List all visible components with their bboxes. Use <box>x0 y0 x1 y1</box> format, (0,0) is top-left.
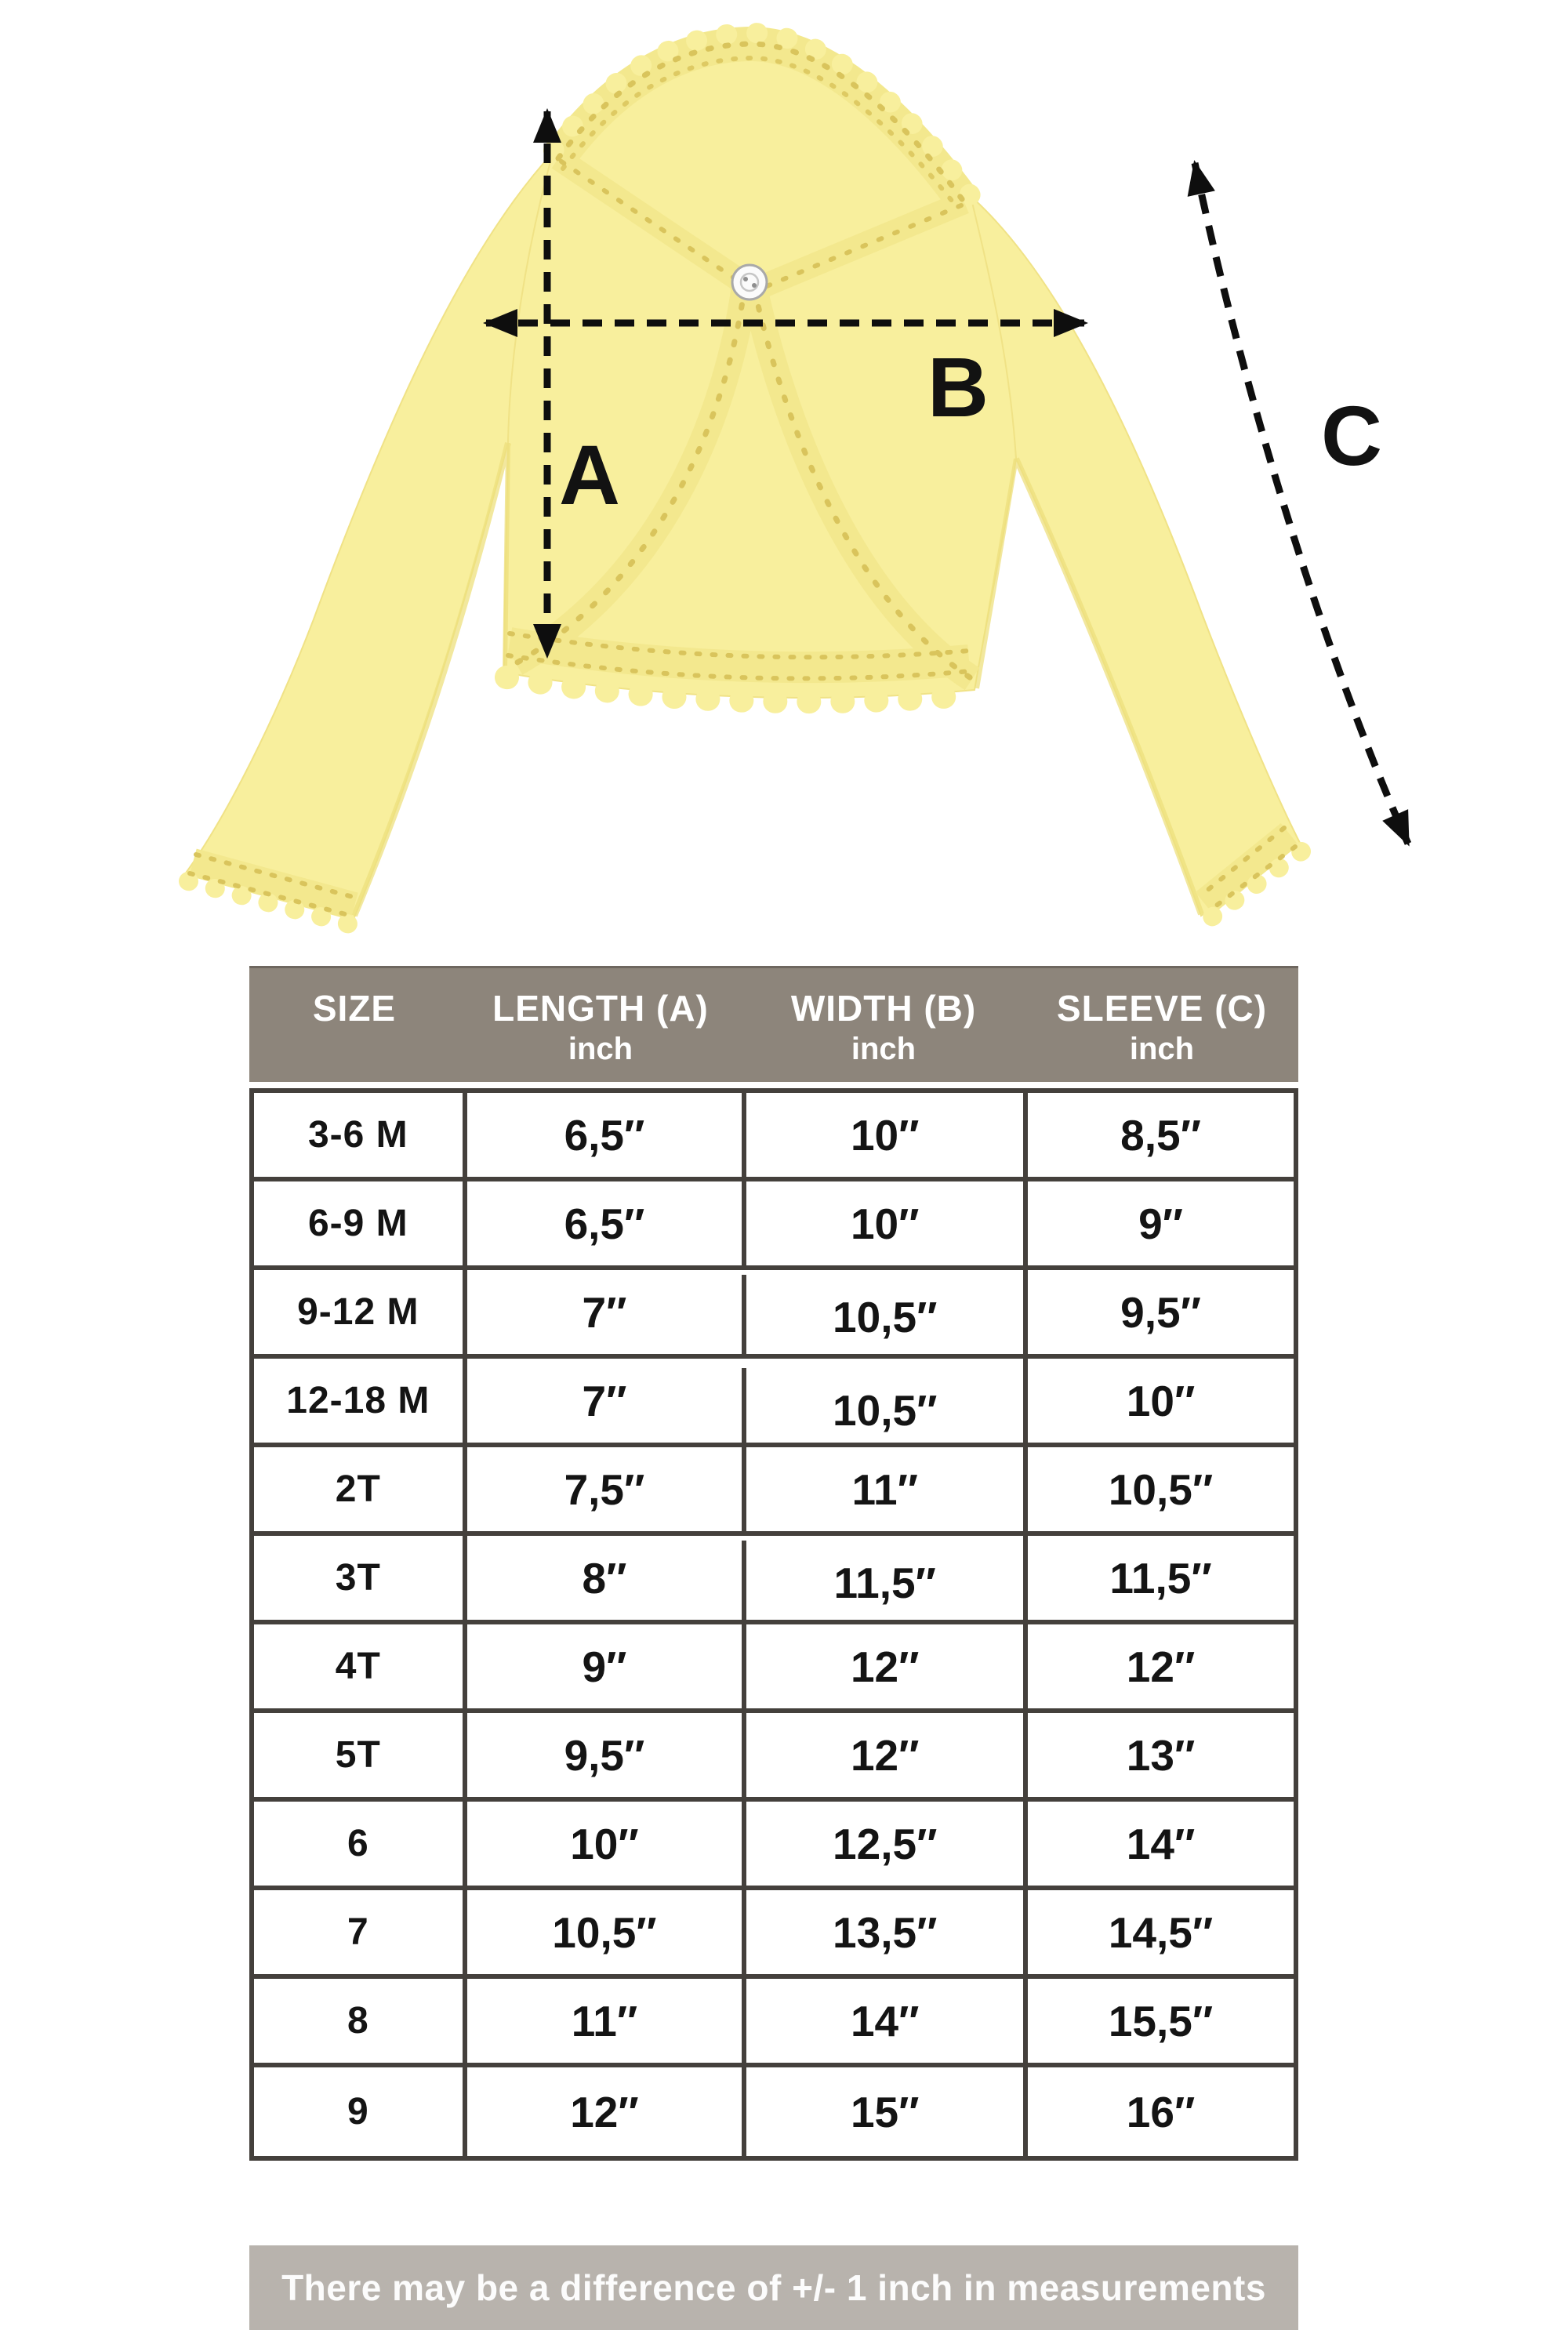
width-cell: 14″ <box>742 1979 1023 2063</box>
table-row <box>254 1624 1294 1713</box>
width-cell: 10,5″ <box>742 1368 1023 1452</box>
sleeve-cell: 11,5″ <box>1023 1536 1294 1620</box>
sleeve-cell: 12″ <box>1023 1624 1294 1708</box>
table-row <box>254 1181 1294 1270</box>
length-cell: 7,5″ <box>463 1447 742 1531</box>
width-cell: 12,5″ <box>742 1802 1023 1886</box>
button-icon <box>732 265 767 299</box>
size-cell: 9-12 M <box>297 1291 419 1333</box>
header-unit: inch <box>568 1031 633 1066</box>
size-cell: 9 <box>347 2091 369 2132</box>
width-cell: 10,5″ <box>742 1275 1023 1359</box>
header-cell-width <box>742 968 1025 1082</box>
table-row <box>254 1802 1294 1890</box>
sleeve-cell: 14″ <box>1023 1802 1294 1886</box>
measure-label-a: A <box>559 427 620 522</box>
header-cell-sleeve <box>1025 968 1298 1082</box>
sleeve-cell: 9,5″ <box>1023 1270 1294 1354</box>
header-cell-length <box>459 968 742 1082</box>
table-row <box>254 1890 1294 1979</box>
length-cell: 10″ <box>463 1802 742 1886</box>
length-cell: 12″ <box>463 2067 742 2156</box>
width-cell: 12″ <box>742 1624 1023 1708</box>
size-cell: 3T <box>335 1557 381 1599</box>
cardigan-left-sleeve <box>187 153 553 917</box>
table-row <box>254 1359 1294 1447</box>
width-cell: 15″ <box>742 2067 1023 2156</box>
header-unit: inch <box>851 1031 916 1066</box>
length-cell: 6,5″ <box>463 1093 742 1177</box>
header-title: SIZE <box>312 987 397 1029</box>
measure-label-b: B <box>927 339 989 434</box>
table-header-row <box>249 966 1298 1082</box>
length-cell: 9″ <box>463 1624 742 1708</box>
size-cell: 6-9 M <box>307 1203 408 1244</box>
tolerance-note: There may be a difference of +/- 1 inch in measurements <box>249 2245 1298 2330</box>
width-cell: 12″ <box>742 1713 1023 1797</box>
table-row <box>254 1536 1294 1624</box>
sleeve-cell: 16″ <box>1023 2067 1294 2156</box>
width-cell: 11,5″ <box>742 1541 1023 1624</box>
width-cell: 10″ <box>742 1093 1023 1177</box>
size-cell: 7 <box>347 1911 369 1953</box>
sleeve-cell: 8,5″ <box>1023 1093 1294 1177</box>
table-row <box>254 1447 1294 1536</box>
width-cell: 10″ <box>742 1181 1023 1265</box>
sleeve-cell: 10,5″ <box>1023 1447 1294 1531</box>
length-cell: 8″ <box>463 1536 742 1620</box>
header-cell-size <box>249 968 459 1082</box>
sleeve-cell: 9″ <box>1023 1181 1294 1265</box>
length-cell: 9,5″ <box>463 1713 742 1797</box>
size-cell: 3-6 M <box>307 1114 408 1156</box>
size-cell: 8 <box>347 2000 369 2042</box>
header-title: SLEEVE (C) <box>1056 987 1268 1029</box>
sleeve-cell: 13″ <box>1023 1713 1294 1797</box>
table-row <box>254 1093 1294 1181</box>
table-row <box>254 1270 1294 1359</box>
header-title: WIDTH (B) <box>790 987 977 1029</box>
width-cell: 11″ <box>742 1447 1023 1531</box>
size-cell: 4T <box>335 1646 381 1687</box>
garment-measurement-diagram <box>0 0 1568 972</box>
sleeve-cell: 14,5″ <box>1023 1890 1294 1974</box>
size-cell: 5T <box>335 1734 381 1776</box>
sleeve-cell: 10″ <box>1023 1359 1294 1443</box>
size-cell: 6 <box>347 1823 369 1864</box>
length-cell: 6,5″ <box>463 1181 742 1265</box>
length-cell: 10,5″ <box>463 1890 742 1974</box>
size-cell: 12-18 M <box>286 1380 430 1421</box>
length-cell: 7″ <box>463 1359 742 1443</box>
table-row <box>254 1979 1294 2067</box>
table-row <box>254 1713 1294 1802</box>
header-title: LENGTH (A) <box>492 987 709 1029</box>
size-chart-table <box>249 966 1298 2161</box>
length-cell: 11″ <box>463 1979 742 2063</box>
width-cell: 13,5″ <box>742 1890 1023 1974</box>
measure-label-c: C <box>1321 388 1382 483</box>
sleeve-cell: 15,5″ <box>1023 1979 1294 2063</box>
length-cell: 7″ <box>463 1270 742 1354</box>
size-cell: 2T <box>335 1468 381 1510</box>
cardigan-illustration <box>0 0 1568 972</box>
header-unit: inch <box>1129 1031 1195 1066</box>
table-body <box>249 1088 1298 2161</box>
table-row <box>254 2067 1294 2156</box>
cardigan-right-sleeve <box>971 196 1300 916</box>
